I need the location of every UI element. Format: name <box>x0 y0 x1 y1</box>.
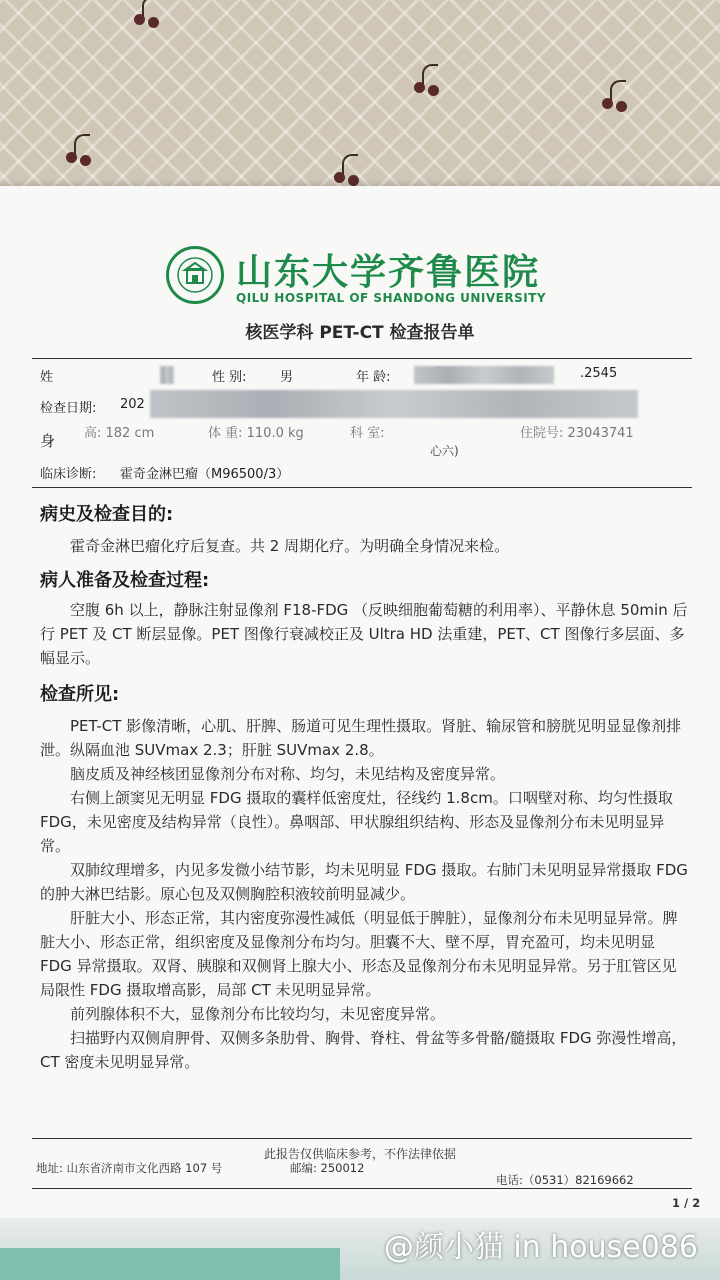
finding-paragraph: PET-CT 影像清晰，心肌、肝脾、肠道可见生理性摄取。肾脏、输尿管和膀胱见明显显像剂排泄。纵隔血池 SUVmax 2.3；肝脏 SUVmax 2.8。 <box>40 717 682 759</box>
diagnosis-value: 霍奇金淋巴瘤（M96500/3） <box>120 467 290 482</box>
weight-value: 体 重: 110.0 kg <box>208 426 304 441</box>
prep-paragraph: 空腹 6h 以上，静脉注射显像剂 F18-FDG （反映细胞葡萄糖的利用率）、平静休息 50min 后行 PET 及 CT 断层显像。PET 图像行衰减校正及 Ultra HD 法重建，PET、CT 图像行多层面、多幅显示。 <box>40 601 688 667</box>
redaction <box>160 366 174 384</box>
finding-paragraph: 右侧上颌窦见无明显 FDG 摄取的囊样低密度灶，径线约 1.8cm。口咽壁对称、均匀性摄取 FDG，未见密度及结构异常（良性）。鼻咽部、甲状腺组织结构、形态及显像剂分布未见明显异常。 <box>40 789 673 855</box>
footer-phone: 电话:（0531）82169662 <box>496 1173 634 1187</box>
hospital-logo-icon <box>166 246 224 304</box>
watermark-text: @颜小猫 in house086 <box>383 1230 698 1265</box>
footer-divider <box>32 1188 692 1189</box>
diagnosis-row <box>40 463 690 485</box>
id-partial: .2545 <box>580 366 618 381</box>
footer-divider <box>32 1138 692 1139</box>
ward-label: 科 室: <box>350 426 385 441</box>
finding-paragraph: 扫描野内双侧肩胛骨、双侧多条肋骨、胸骨、脊柱、骨盆等多骨骼/髓摄取 FDG 弥漫性增高，CT 密度未见明显异常。 <box>40 1029 687 1071</box>
height-label: 身 <box>40 432 56 450</box>
finding-paragraph: 肝脏大小、形态正常，其内密度弥漫性减低（明显低于脾脏），显像剂分布未见明显异常。脾脏大小、形态正常，组织密度及显像剂分布均匀。胆囊不大、壁不厚，胃充盈可，均未见明显 FDG 异常摄取。双肾、胰腺和双侧肾上腺大小、形态及显像剂分布未见明显异常。另于肛管区见局限性 FDG 摄取增高影，局部 CT 未见明显异常。 <box>40 909 678 999</box>
redaction <box>150 390 638 418</box>
age-label: 年 龄: <box>356 370 391 385</box>
name-label: 姓 <box>40 370 54 385</box>
findings-text <box>40 714 690 1074</box>
footer-postcode: 邮编: 250012 <box>290 1161 365 1175</box>
prep-text <box>40 598 690 670</box>
page-number: 1 / 2 <box>672 1196 701 1210</box>
report-title: 核医学科 PET-CT 检查报告单 <box>245 323 475 343</box>
height-value: 高: 182 cm <box>84 426 155 441</box>
patient-row-3 <box>40 426 690 458</box>
finding-paragraph: 脑皮质及神经核团显像剂分布对称、均匀，未见结构及密度异常。 <box>70 765 506 783</box>
findings-title: 检查所见: <box>40 684 120 705</box>
history-title: 病史及检查目的: <box>40 504 174 525</box>
diagnosis-label: 临床诊断: <box>40 467 97 482</box>
ward-note: 心六) <box>430 444 459 458</box>
green-surface <box>0 1248 340 1280</box>
history-paragraph: 霍奇金淋巴瘤化疗后复查。共 2 周期化疗。为明确全身情况来检。 <box>70 537 510 555</box>
date-value: 202 <box>120 397 145 412</box>
cherry-pattern-icon <box>62 130 102 170</box>
inpatient-number: 住院号: 23043741 <box>520 426 634 441</box>
finding-paragraph: 前列腺体积不大，显像剂分布比较均匀，未见密度异常。 <box>70 1005 446 1023</box>
cherry-pattern-icon <box>130 0 170 32</box>
footer-note: 此报告仅供临床参考，不作法律依据 <box>263 1147 456 1161</box>
patient-row-1 <box>40 366 690 388</box>
cherry-pattern-icon <box>330 150 370 190</box>
prep-title: 病人准备及检查过程: <box>40 570 210 591</box>
history-text <box>40 534 690 558</box>
sex-value: 男 <box>280 370 294 385</box>
cherry-pattern-icon <box>598 76 638 116</box>
hospital-name-cn: 山东大学齐鲁医院 <box>236 251 541 293</box>
footer-address: 地址: 山东省济南市文化西路 107 号 <box>36 1161 223 1175</box>
hospital-name-en: QILU HOSPITAL OF SHANDONG UNIVERSITY <box>236 291 547 305</box>
finding-paragraph: 双肺纹理增多，内见多发微小结节影，均未见明显 FDG 摄取。右肺门未见明显异常摄取 FDG 的肿大淋巴结影。原心包及双侧胸腔积液较前明显减少。 <box>40 861 688 903</box>
sex-label: 性 别: <box>212 370 247 385</box>
redaction <box>414 366 554 384</box>
divider <box>32 487 692 488</box>
date-label: 检查日期: <box>40 401 97 416</box>
cherry-pattern-icon <box>410 60 450 100</box>
divider <box>32 358 692 359</box>
